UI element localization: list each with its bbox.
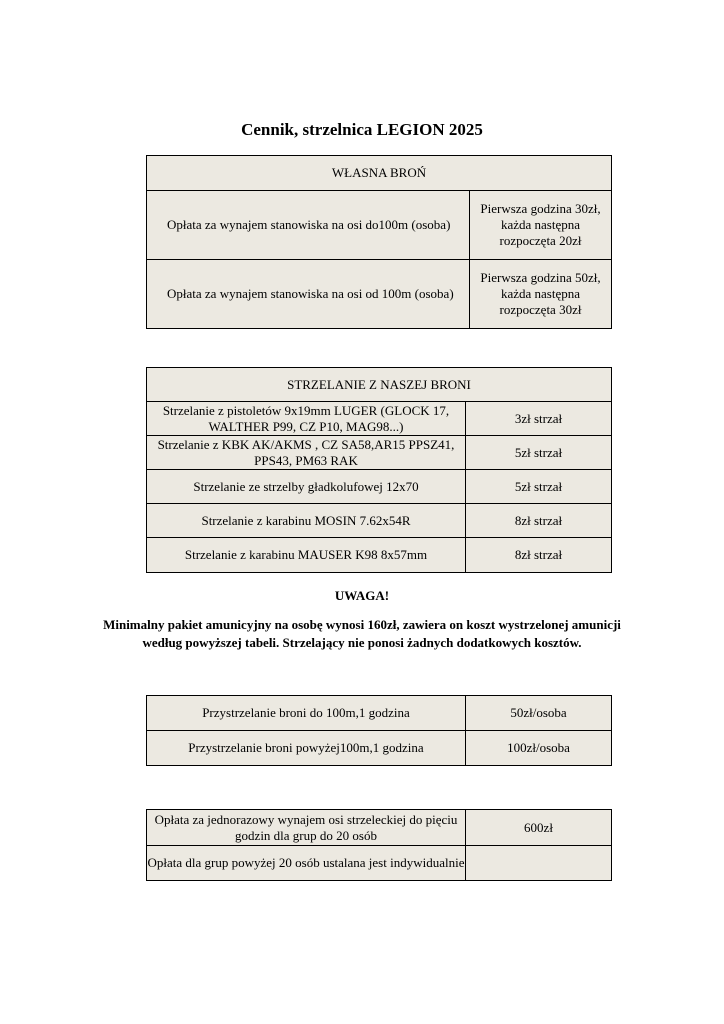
our-weapon-header: STRZELANIE Z NASZEJ BRONI	[147, 368, 612, 402]
page-title: Cennik, strzelnica LEGION 2025	[241, 120, 483, 139]
our-weapon-desc: Strzelanie z karabinu MOSIN 7.62x54R	[147, 504, 466, 538]
our-weapon-price: 8zł strzał	[466, 538, 612, 573]
own-weapon-price: Pierwsza godzina 50zł, każda następna rozpoczęta 30zł	[470, 260, 612, 329]
notice-text: Minimalny pakiet amunicyjny na osobę wynosi 160zł, zawiera on koszt wystrzelonej amunicji według powyższej tabeli. Strzelający nie ponosi żadnych dodatkowych kosztów.	[103, 617, 621, 650]
zeroing-price: 100zł/osoba	[466, 731, 612, 766]
own-weapon-header: WŁASNA BROŃ	[147, 156, 612, 191]
our-weapon-desc: Strzelanie ze strzelby gładkolufowej 12x70	[147, 470, 466, 504]
own-weapon-desc: Opłata za wynajem stanowiska na osi od 100m (osoba)	[147, 260, 470, 329]
own-weapon-desc: Opłata za wynajem stanowiska na osi do100m (osoba)	[147, 191, 470, 260]
groups-price	[466, 846, 612, 881]
zeroing-price: 50zł/osoba	[466, 696, 612, 731]
our-weapon-desc: Strzelanie z karabinu MAUSER K98 8x57mm	[147, 538, 466, 573]
zeroing-table	[146, 695, 612, 766]
our-weapon-price: 5zł strzał	[466, 436, 612, 470]
our-weapon-price: 3zł strzał	[466, 402, 612, 436]
our-weapon-price: 5zł strzał	[466, 470, 612, 504]
our-weapon-desc: Strzelanie z pistoletów 9x19mm LUGER (GLOCK 17, WALTHER P99, CZ P10, MAG98...)	[147, 402, 466, 436]
zeroing-desc: Przystrzelanie broni powyżej100m,1 godzina	[147, 731, 466, 766]
zeroing-desc: Przystrzelanie broni do 100m,1 godzina	[147, 696, 466, 731]
our-weapon-table	[146, 367, 612, 573]
groups-price: 600zł	[466, 810, 612, 846]
our-weapon-price: 8zł strzał	[466, 504, 612, 538]
our-weapon-desc: Strzelanie z KBK AK/AKMS , CZ SA58,AR15 PPSZ41, PPS43, PM63 RAK	[147, 436, 466, 470]
own-weapon-table	[146, 155, 612, 329]
own-weapon-price: Pierwsza godzina 30zł, każda następna rozpoczęta 20zł	[470, 191, 612, 260]
notice-title: UWAGA!	[334, 588, 390, 603]
groups-desc: Opłata za jednorazowy wynajem osi strzeleckiej do pięciu godzin dla grup do 20 osób	[147, 810, 466, 846]
groups-table	[146, 809, 612, 881]
groups-desc: Opłata dla grup powyżej 20 osób ustalana jest indywidualnie	[147, 846, 466, 881]
